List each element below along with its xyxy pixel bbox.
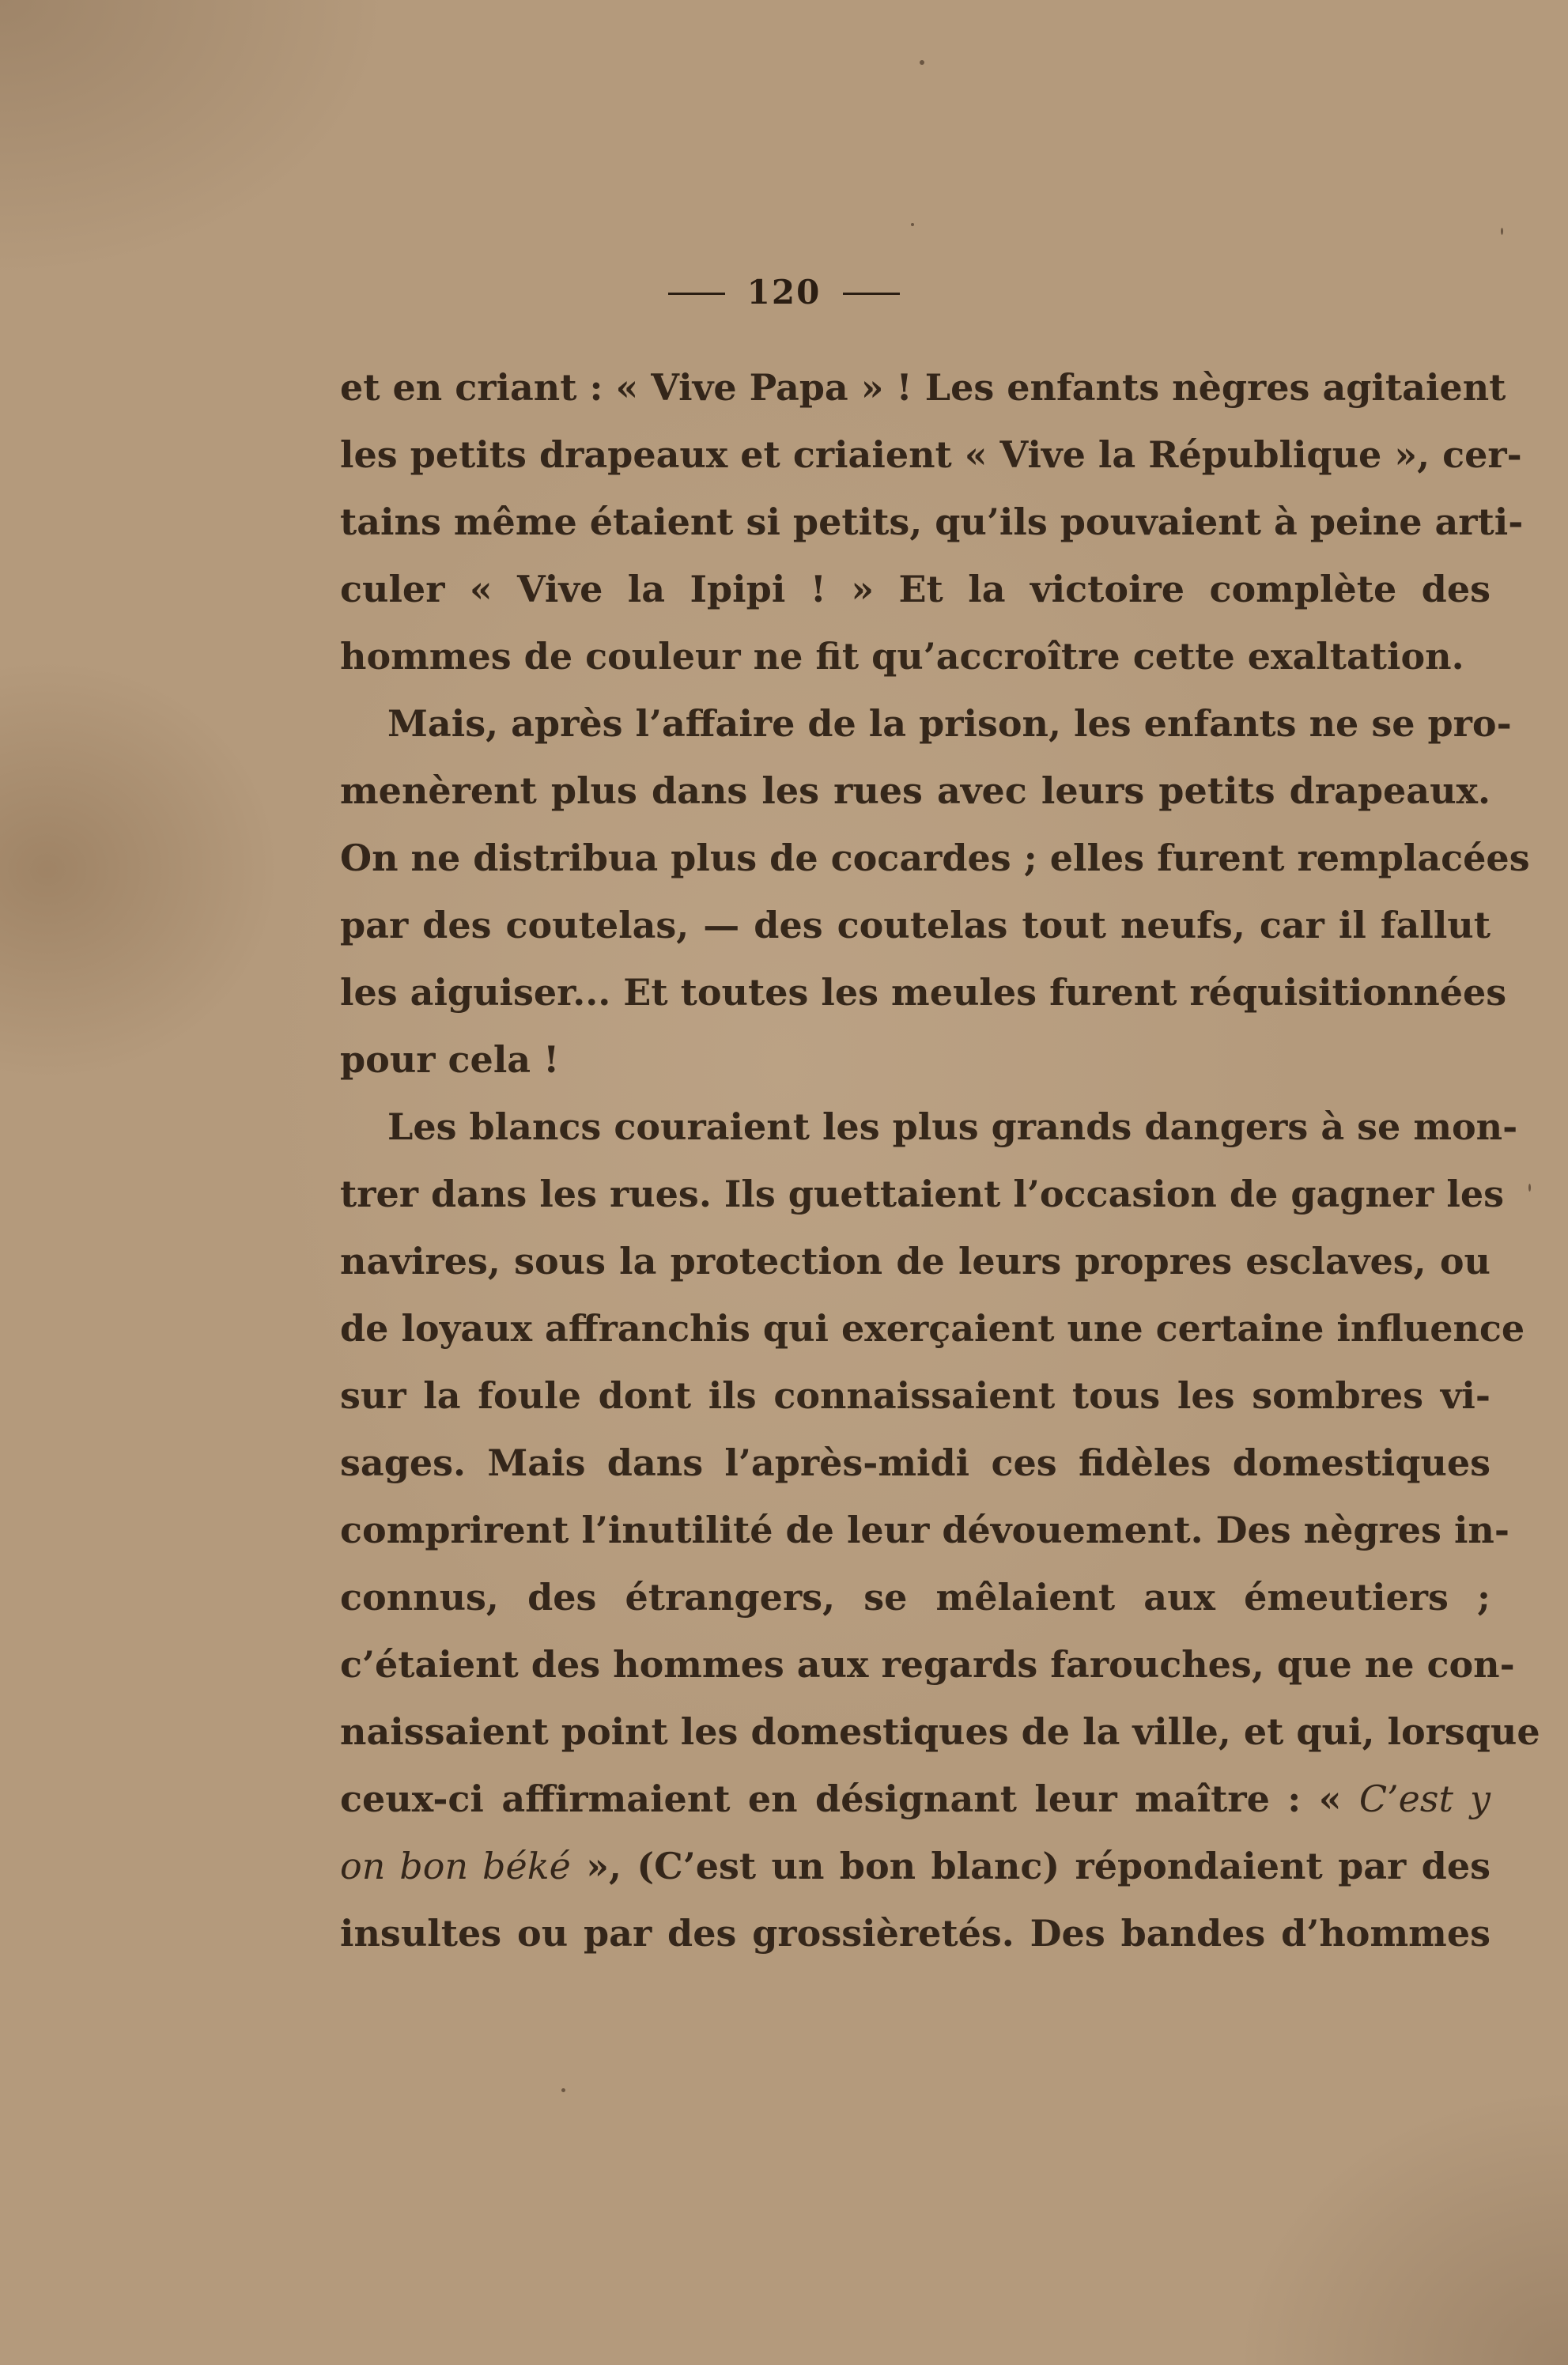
- paper-speck: [561, 2088, 565, 2092]
- text-line: tains même étaient si petits, qu’ils pouvaient à peine arti-: [340, 501, 1524, 543]
- creole-phrase-end: on bon béké: [340, 1845, 571, 1887]
- text-line: trer dans les rues. Ils guettaient l’occasion de gagner les: [340, 1173, 1505, 1215]
- paper-speck: [1501, 228, 1503, 235]
- text-line: menèrent plus dans les rues avec leurs petits drapeaux.: [340, 769, 1491, 812]
- text-line: les aiguiser... Et toutes les meules furent réquisitionnées: [340, 971, 1507, 1014]
- dash-right: [843, 293, 900, 295]
- page-number: 120: [746, 273, 822, 312]
- text-line: pour cela !: [340, 1038, 560, 1081]
- text-line: Mais, après l’affaire de la prison, les enfants ne se pro-: [387, 702, 1512, 745]
- text-line: hommes de couleur ne fit qu’accroître cette exaltation.: [340, 635, 1464, 678]
- page-number-header: [0, 273, 1568, 312]
- text-segment: », (C’est un bon blanc) répondaient par des: [570, 1845, 1491, 1887]
- text-line: les petits drapeaux et criaient « Vive la République », cer-: [340, 433, 1522, 476]
- text-line: comprirent l’inutilité de leur dévouement. Des nègres in-: [340, 1509, 1509, 1551]
- text-line: et en criant : « Vive Papa » ! Les enfants nègres agitaient: [340, 366, 1506, 409]
- dash-left: [668, 293, 725, 295]
- paper-speck: [1528, 1184, 1531, 1192]
- text-segment: ceux-ci affirmaient en désignant leur maître : «: [340, 1778, 1359, 1820]
- paper-speck: [911, 223, 914, 226]
- text-line: Les blancs couraient les plus grands dangers à se mon-: [387, 1105, 1518, 1148]
- text-line: naissaient point les domestiques de la ville, et qui, lorsque: [340, 1710, 1540, 1753]
- text-line: sages. Mais dans l’après-midi ces fidèles domestiques: [340, 1441, 1491, 1484]
- text-line: [340, 1833, 1491, 1900]
- body-text: [340, 354, 1540, 1967]
- text-line: culer « Vive la Ipipi ! » Et la victoire complète des: [340, 568, 1491, 610]
- text-line: insultes ou par des grossièretés. Des bandes d’hommes: [340, 1912, 1491, 1955]
- paper-speck: [920, 60, 924, 65]
- text-line: c’étaient des hommes aux regards farouches, que ne con-: [340, 1643, 1515, 1686]
- creole-phrase-start: C’est y: [1358, 1778, 1491, 1820]
- text-line: par des coutelas, — des coutelas tout neufs, car il fallut: [340, 904, 1491, 946]
- text-line: [340, 1766, 1491, 1833]
- text-line: connus, des étrangers, se mêlaient aux émeutiers ;: [340, 1576, 1491, 1619]
- text-line: sur la foule dont ils connaissaient tous les sombres vi-: [340, 1374, 1491, 1417]
- text-line: navires, sous la protection de leurs propres esclaves, ou: [340, 1240, 1491, 1283]
- text-line: de loyaux affranchis qui exerçaient une certaine influence: [340, 1307, 1525, 1350]
- text-line: On ne distribua plus de cocardes ; elles furent remplacées: [340, 837, 1530, 879]
